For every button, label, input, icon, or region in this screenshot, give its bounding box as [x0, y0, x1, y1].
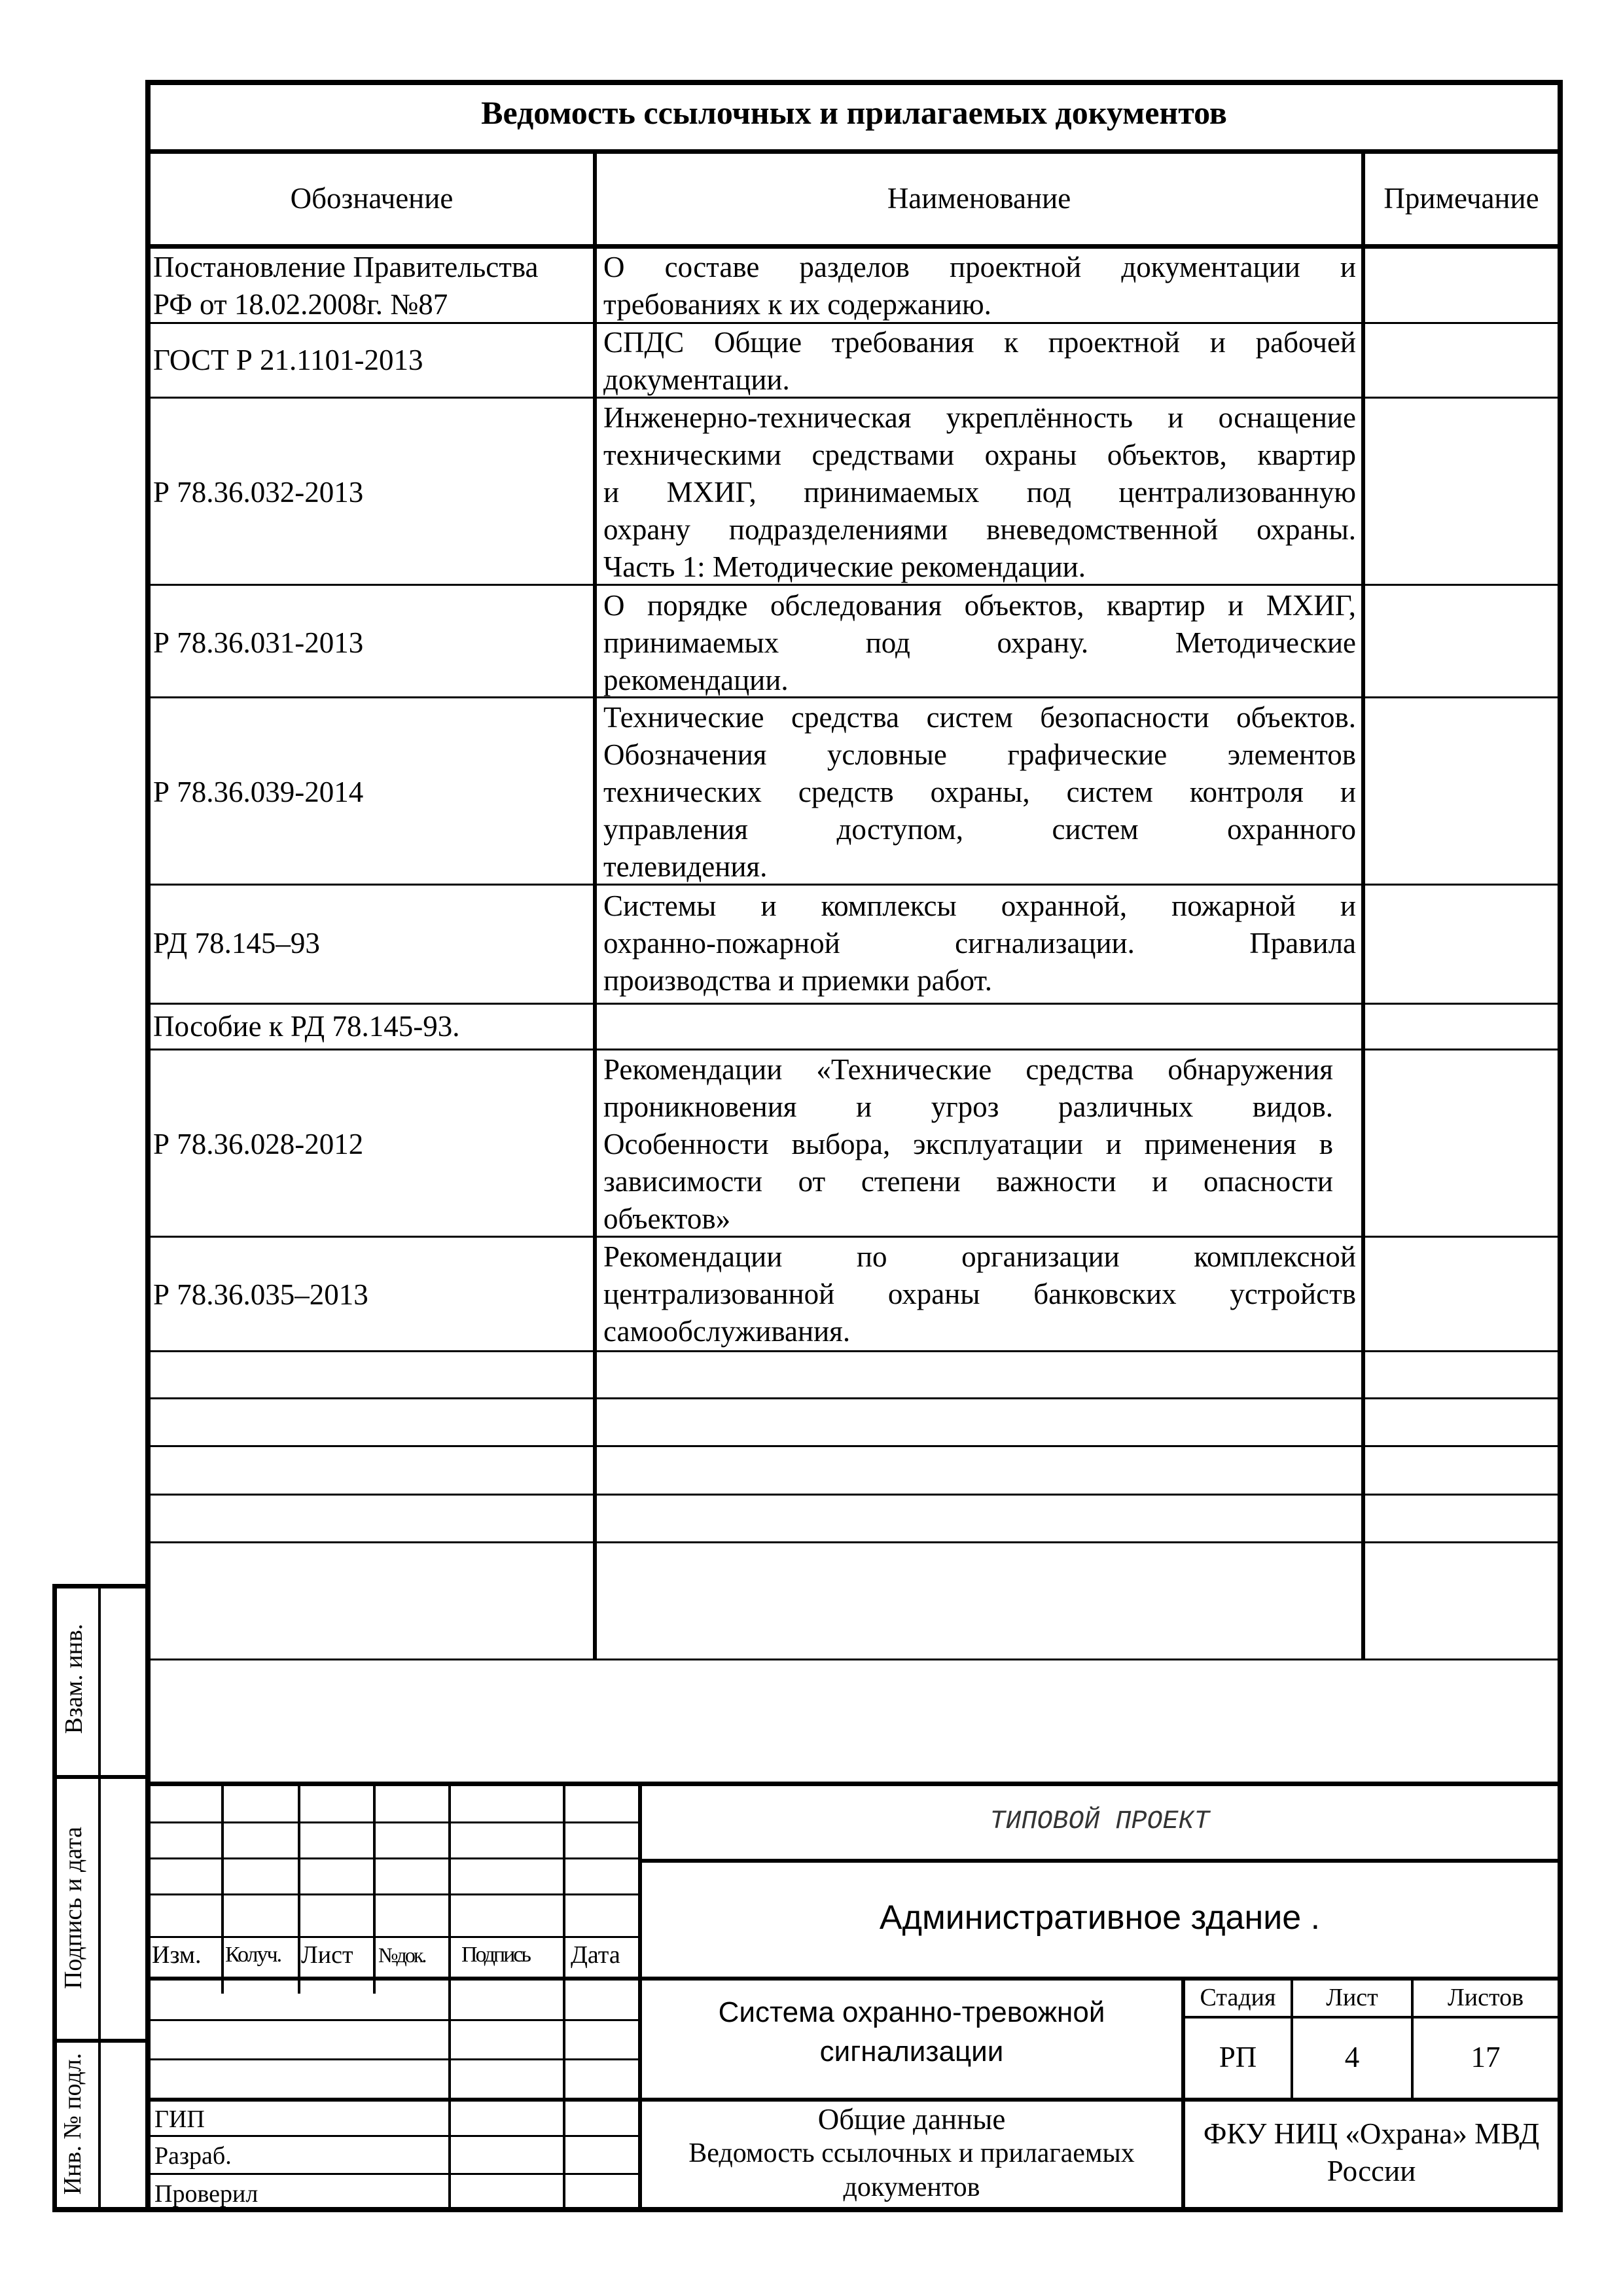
- col-label-signature: Подпись: [461, 1943, 529, 1967]
- sheet-label: Лист: [1326, 1984, 1378, 2011]
- row-name: охранно-пожарной сигнализации. Правила: [603, 927, 1356, 960]
- row-name: принимаемых под охрану. Методические: [603, 626, 1356, 659]
- side-stamp-signature-date: Подпись и дата: [60, 1826, 87, 1990]
- stage-label: Стадия: [1200, 1984, 1276, 2011]
- row-name: Особенности выбора, эксплуатации и применения в: [603, 1128, 1333, 1160]
- sheet-title: Ведомость ссылочных и прилагаемых: [688, 2138, 1135, 2168]
- row-designation: ГОСТ Р 21.1101-2013: [153, 344, 423, 376]
- row-designation: Р 78.36.028-2012: [153, 1128, 364, 1160]
- column-header-designation: Обозначение: [290, 182, 454, 215]
- row-name: проникновения и угроз различных видов.: [603, 1090, 1333, 1123]
- system-name: сигнализации: [819, 2036, 1004, 2068]
- row-name: Инженерно-техническая укреплённость и оснащение: [603, 401, 1356, 434]
- organization: ФКУ НИЦ «Охрана» МВД: [1203, 2117, 1540, 2150]
- row-name: охрану подразделениями вневедомственной охраны.: [603, 513, 1356, 546]
- row-name: объектов»: [603, 1202, 731, 1235]
- row-designation: РД 78.145–93: [153, 927, 320, 960]
- row-name: управления доступом, систем охранного: [603, 813, 1356, 846]
- row-name: централизованной охраны банковских устройств: [603, 1278, 1356, 1310]
- row-name: производства и приемки работ.: [603, 964, 992, 997]
- column-header-name: Наименование: [887, 182, 1071, 215]
- row-designation: Р 78.36.032-2013: [153, 476, 364, 509]
- role-checker: Проверил: [154, 2180, 259, 2208]
- row-name: О составе разделов проектной документации и: [603, 251, 1356, 283]
- sheet-title: Общие данные: [817, 2103, 1006, 2136]
- sheets-label: Листов: [1447, 1984, 1524, 2011]
- row-name: телевидения.: [603, 850, 768, 883]
- project-type: ТИПОВОЙ ПРОЕКТ: [990, 1807, 1210, 1837]
- row-designation: Постановление Правительства: [153, 251, 539, 283]
- row-name: документации.: [603, 363, 790, 396]
- col-label-change: Изм.: [152, 1941, 202, 1969]
- row-name: Часть 1: Методические рекомендации.: [603, 550, 1086, 583]
- col-label-count: Колуч.: [225, 1943, 281, 1967]
- row-designation: Р 78.36.039-2014: [153, 776, 364, 808]
- stage-value: РП: [1219, 2041, 1257, 2073]
- sheet-value: 4: [1344, 2041, 1360, 2073]
- row-name: рекомендации.: [603, 664, 789, 696]
- column-header-note: Примечание: [1383, 182, 1539, 215]
- organization: России: [1327, 2155, 1416, 2187]
- side-stamp-inv-no: Инв. № подл.: [59, 2053, 86, 2195]
- row-name: и МХИГ, принимаемых под централизованную: [603, 476, 1356, 509]
- row-name: техническими средствами охраны объектов, квартир: [603, 439, 1356, 471]
- row-designation: Р 78.36.035–2013: [153, 1278, 368, 1311]
- col-label-doc-no: №док.: [378, 1943, 425, 1967]
- row-name: Рекомендации по организации комплексной: [603, 1240, 1356, 1273]
- row-name: технических средств охраны, систем контроля и: [603, 776, 1356, 808]
- row-name: Рекомендации «Технические средства обнаружения: [603, 1053, 1333, 1086]
- side-stamp-replace-inv: Взам. инв.: [60, 1623, 88, 1734]
- row-name: Обозначения условные графические элементов: [603, 738, 1356, 771]
- row-designation: Р 78.36.031-2013: [153, 626, 364, 659]
- system-name: Система охранно-тревожной: [718, 1996, 1105, 2028]
- row-name: О порядке обследования объектов, квартир и МХИГ,: [603, 589, 1356, 622]
- row-name: Системы и комплексы охранной, пожарной и: [603, 889, 1356, 922]
- object-name: Административное здание .: [879, 1899, 1321, 1937]
- col-label-sheet: Лист: [301, 1941, 353, 1969]
- row-name: зависимости от степени важности и опасности: [603, 1165, 1333, 1198]
- row-name: СПДС Общие требования к проектной и рабочей: [603, 326, 1356, 359]
- role-chief-engineer: ГИП: [154, 2106, 205, 2133]
- row-name: требованиях к их содержанию.: [603, 288, 991, 321]
- page-title: Ведомость ссылочных и прилагаемых документов: [481, 94, 1227, 131]
- row-designation: РФ от 18.02.2008г. №87: [153, 288, 448, 321]
- sheets-value: 17: [1471, 2041, 1501, 2073]
- row-name: Технические средства систем безопасности объектов.: [603, 701, 1356, 734]
- sheet-title: документов: [843, 2172, 980, 2202]
- col-label-date: Дата: [571, 1941, 620, 1969]
- role-developer: Разраб.: [154, 2142, 232, 2170]
- row-name: самообслуживания.: [603, 1315, 851, 1348]
- row-designation: Пособие к РД 78.145-93.: [153, 1010, 460, 1043]
